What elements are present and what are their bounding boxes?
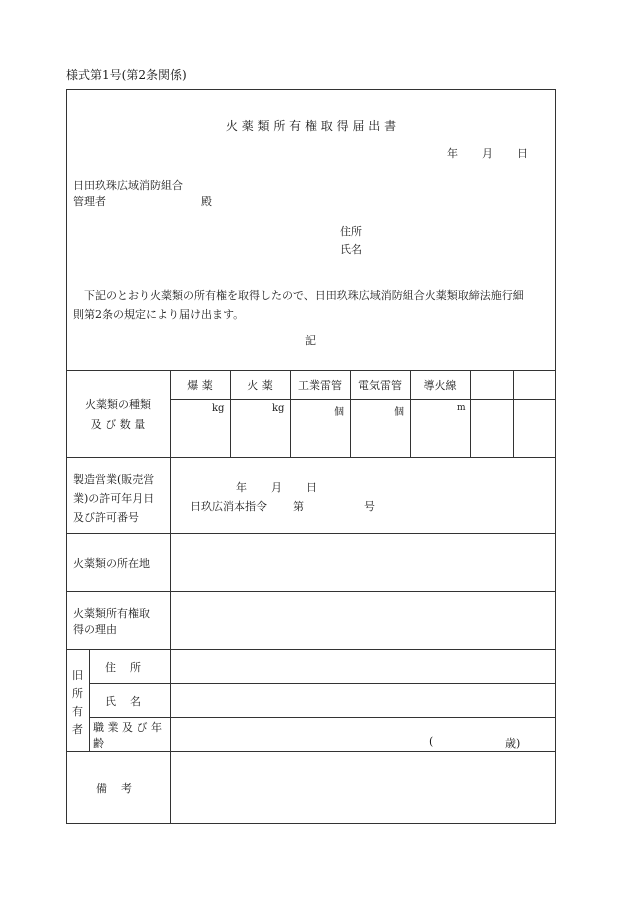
- type-unit: kg: [272, 403, 285, 414]
- types-label-line2: 及 び 数 量: [90, 418, 146, 431]
- divider: [66, 457, 556, 458]
- divider: [66, 370, 556, 371]
- type-name: 爆 薬: [187, 379, 213, 392]
- previous-owner-name-label: 氏 名: [105, 695, 141, 708]
- divider: [170, 399, 556, 400]
- applicant-address-label: 住所: [340, 225, 362, 238]
- previous-owner-address-field[interactable]: [171, 650, 555, 682]
- divider: [513, 370, 514, 457]
- ki-label: 記: [305, 334, 316, 347]
- reason-label-line2: 得の理由: [73, 623, 117, 636]
- location-label: 火薬類の所在地: [73, 557, 150, 570]
- quantity-field[interactable]: [291, 416, 349, 456]
- age-close-label: 歳): [505, 737, 521, 750]
- applicant-name-label: 氏名: [340, 243, 362, 256]
- previous-owner-char: 旧: [72, 669, 83, 682]
- type-name: 工業雷管: [298, 379, 342, 392]
- type-name: 電気雷管: [358, 379, 402, 392]
- date-year-label: 年: [447, 147, 458, 160]
- location-field[interactable]: [171, 534, 555, 590]
- permit-day-label: 日: [306, 481, 317, 494]
- previous-owner-occupation-field[interactable]: [171, 718, 421, 750]
- permit-month-label: 月: [271, 481, 282, 494]
- previous-owner-char: 者: [72, 723, 83, 736]
- quantity-field[interactable]: [231, 416, 289, 456]
- addressee-org: 日田玖珠広域消防組合: [73, 179, 183, 192]
- quantity-field[interactable]: [411, 416, 469, 456]
- age-field[interactable]: [438, 731, 500, 749]
- remarks-label: 備 考: [96, 782, 132, 795]
- body-text-line2: 則第2条の規定により届け出ます。: [73, 308, 245, 321]
- date-day-label: 日: [517, 147, 528, 160]
- previous-owner-occupation-line2: 齢: [93, 737, 104, 750]
- reason-field[interactable]: [171, 592, 555, 648]
- remarks-field[interactable]: [171, 752, 555, 823]
- permit-year-label: 年: [236, 481, 247, 494]
- permit-label-line1: 製造営業(販売営: [73, 473, 155, 486]
- permit-label-line2: 業)の許可年月日: [73, 492, 155, 505]
- type-unit: m: [457, 403, 466, 413]
- divider: [89, 649, 90, 751]
- quantity-field[interactable]: [171, 416, 229, 456]
- type-name: 火 薬: [247, 379, 273, 392]
- type-unit: kg: [212, 403, 225, 414]
- types-label-line1: 火薬類の種類: [85, 398, 151, 411]
- form-title: 火 薬 類 所 有 権 取 得 届 出 書: [225, 119, 397, 133]
- form-number: 様式第1号(第2条関係): [66, 68, 187, 82]
- permit-go-label: 号: [364, 500, 375, 513]
- permit-dai-label: 第: [293, 500, 304, 513]
- previous-owner-char: 有: [72, 705, 83, 718]
- addressee-title: 管理者: [73, 195, 106, 208]
- date-month-label: 月: [482, 147, 493, 160]
- quantity-field[interactable]: [351, 416, 409, 456]
- honorific: 殿: [201, 195, 212, 208]
- previous-owner-occupation-line1: 職 業 及 び 年: [93, 721, 162, 734]
- age-open-paren: (: [429, 735, 434, 748]
- body-text-line1: 下記のとおり火薬類の所有権を取得したので、日田玖珠広域消防組合火薬類取締法施行細: [84, 289, 524, 302]
- divider: [470, 370, 471, 457]
- permit-number-prefix: 日玖広消本指令: [190, 500, 267, 513]
- previous-owner-char: 所: [72, 687, 83, 700]
- previous-owner-address-label: 住 所: [105, 661, 141, 674]
- type-unit: 個: [334, 407, 344, 418]
- reason-label-line1: 火薬類所有権取: [73, 607, 150, 620]
- previous-owner-name-field[interactable]: [171, 684, 555, 716]
- type-unit: 個: [394, 407, 404, 418]
- permit-label-line3: 及び許可番号: [73, 511, 139, 524]
- type-name: 導火線: [423, 379, 457, 392]
